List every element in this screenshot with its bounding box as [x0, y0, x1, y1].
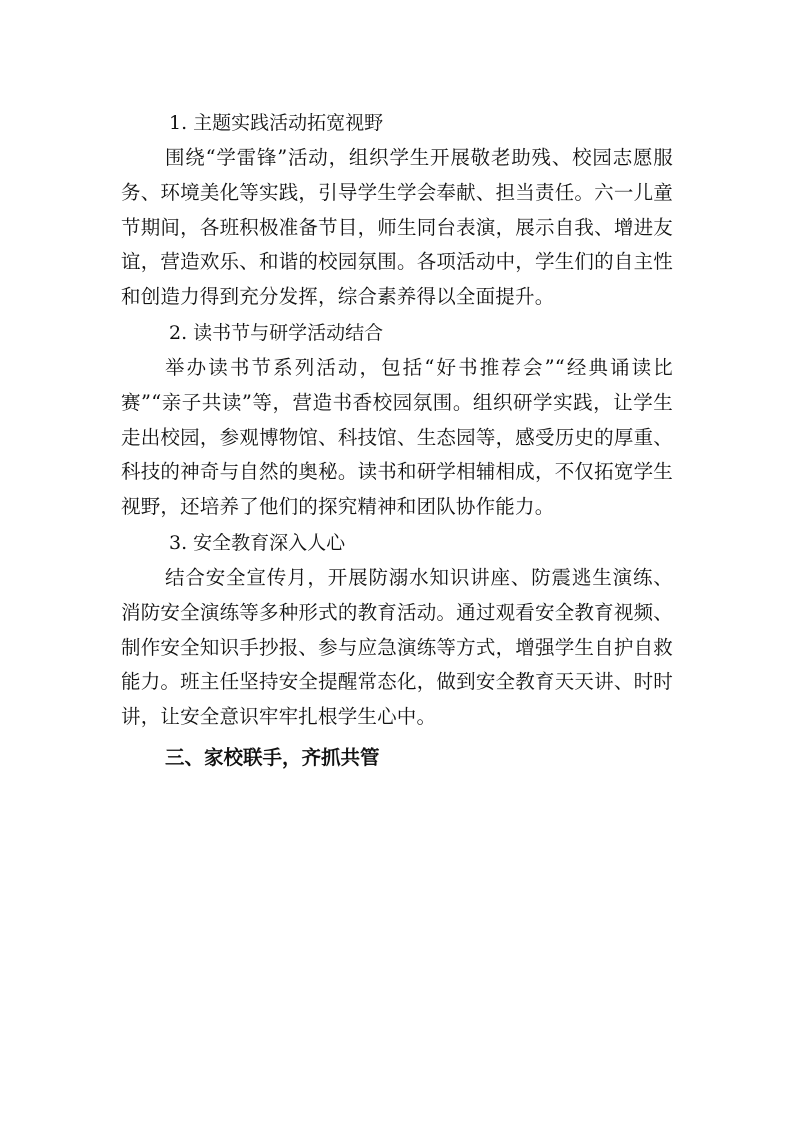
section-heading: 三、家校联手，齐抓共管: [165, 745, 380, 769]
paragraph-1: 围绕“学雷锋”活动，组织学生开展敬老助残、校园志愿服务、环境美化等实践，引导学生学会奉献、担当责任。六一儿童节期间，各班积极准备节目，师生同台表演，展示自我、增进友谊，营造欢乐、和谐的校园氛围。各项活动中，学生们的自主性和创造力得到充分发挥，综合素养得以全面提升。: [121, 146, 673, 309]
subsection-heading-1: 1. 主题实践活动拓宽视野: [169, 112, 384, 134]
document-body: [121, 106, 673, 775]
paragraph-2: 举办读书节系列活动，包括“好书推荐会”“经典诵读比赛”“亲子共读”等，营造书香校园氛围。组织研学实践，让学生走出校园，参观博物馆、科技馆、生态园等，感受历史的厚重、科技的神奇与自然的奥秘。读书和研学相辅相成，不仅拓宽学生视野，还培养了他们的探究精神和团队协作能力。: [121, 355, 673, 519]
paragraph-3: 结合安全宣传月，开展防溺水知识讲座、防震逃生演练、消防安全演练等多种形式的教育活动。通过观看安全教育视频、制作安全知识手抄报、参与应急演练等方式，增强学生自护自救能力。班主任坚持安全提醒常态化，做到安全教育天天讲、时时讲，让安全意识牢牢扎根学生心中。: [121, 565, 673, 729]
subsection-heading-3: 3. 安全教育深入人心: [169, 531, 346, 554]
subsection-heading-2: 2. 读书节与研学活动结合: [169, 321, 384, 344]
